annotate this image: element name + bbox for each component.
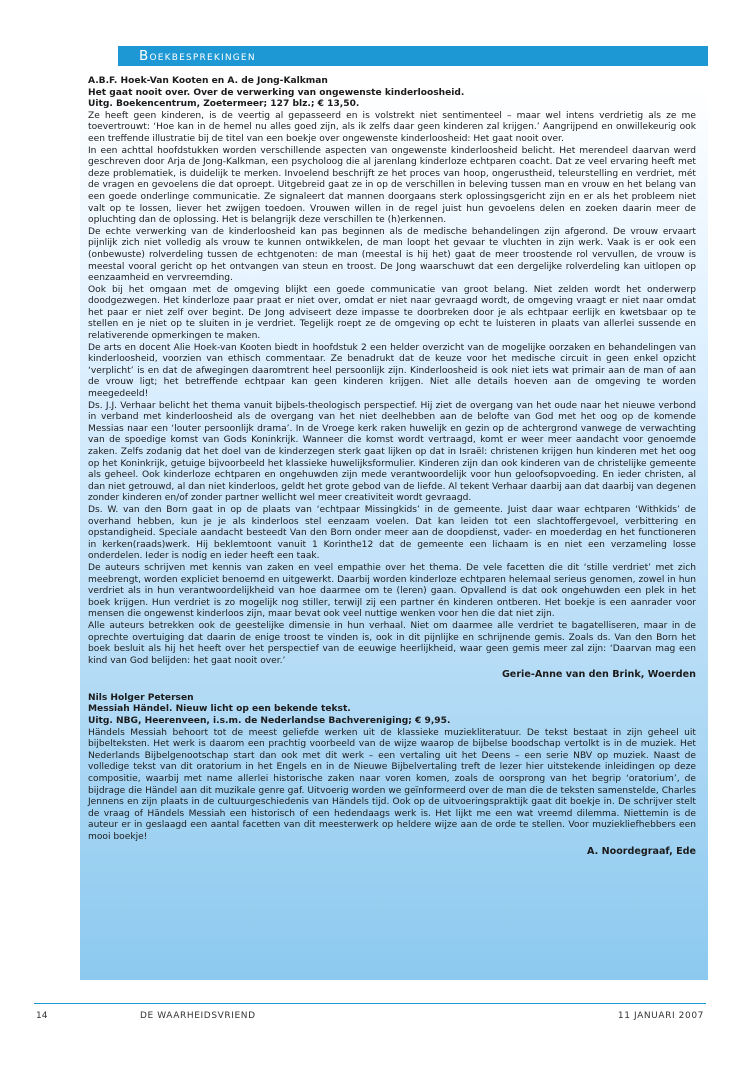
review-1-publisher: Uitg. Boekencentrum, Zoetermeer; 127 blz.; € 13,50. (88, 99, 360, 110)
review-1-authors: A.B.F. Hoek-Van Kooten en A. de Jong-Kalkman (88, 76, 328, 86)
review-1-paragraph: De echte verwerking van de kinderloosheid kan pas beginnen als de medische behandelingen zijn afgerond. De vrouw ervaart pijnlijk zich niet volledig als vrouw te kunnen ontwikkelen, de man loopt het gevaar te vluchten in zijn werk. Vaak is er ook een (onbewuste) rolverdeling tussen de echtgenoten: de man (meestal is hij het) gaat de meer troostende rol vervullen, de vrouw is meestal vooral gericht op het ontvangen van steun en troost. De Jong waarschuwt dat een dergelijke rolverdeling kan uitlopen op eenzaamheid en vervreemding. (88, 226, 696, 284)
footer-page-number: 14 (36, 1011, 48, 1021)
review-1-paragraph: Ds. J.J. Verhaar belicht het thema vanuit bijbels-theologisch perspectief. Hij ziet de overgang van het oude naar het nieuwe verbond in verband met kinderloosheid als de overgang van het niet deelhebben aan de belofte van God met het oog op de komende Messias naar een ‘louter persoonlijk drama’. In de Vroege kerk raken huwelijk en gezin op de achtergrond vanwege de verwachting van de spoedige komst van Gods Koninkrijk. Wanneer die komst wordt vertraagd, komt er weer meer aandacht voor genoemde zaken. Zelfs zodanig dat het doel van de kinderzegen sterk gaat lijken op dat in Israël: christenen krijgen hun kinderen met het oog op het Koninkrijk, getuige bijvoorbeeld het klassieke huwelijksformulier. Kinderen zijn dan ook kinderen van de christelijke gemeente als geheel. Ook kinderloze echtparen en ongehuwden zijn mede verantwoordelijk voor hun geloofsopvoeding. En ieder christen, al dan niet getrouwd, al dan niet kinderloos, geldt het grote gebod van de liefde. Al tekent Verhaar daarbij aan dat daarbij van degenen zonder kinderen en/of zonder partner wellicht wel meer creativiteit wordt gevraagd. (88, 400, 696, 504)
footer-magazine-name: DE WAARHEIDSVRIEND (140, 1011, 256, 1021)
review-1-paragraph: De auteurs schrijven met kennis van zaken en veel empathie over het thema. De vele facetten die dit ‘stille verdriet’ met zich meebrengt, worden expliciet benoemd en uitgewerkt. Daarbij worden kinderloze echtparen helemaal serieus genomen, zowel in hun verdriet als in hun verantwoordelijkheid van hoe daarmee om te (leren) gaan. Opvallend is dat ook ongehuwden een plek in het boek krijgen. Hun verdriet is zo mogelijk nog stiller, terwijl zij een partner én kinderen ontberen. Het boekje is een aanrader voor mensen die ongewenst kinderloos zijn, maar bevat ook veel nuttige wenken voor hen die dat niet zijn. (88, 562, 696, 620)
review-1-body (88, 111, 696, 668)
review-1-paragraph: In een achttal hoofdstukken worden verschillende aspecten van ongewenste kinderloosheid belicht. Het merendeel daarvan werd geschreven door Arja de Jong-Kalkman, een psycholoog die al jarenlang kinderloze echtparen coacht. Dat ze veel ervaring heeft met deze problematiek, is duidelijk te merken. Invoelend beschrijft ze het proces van hoop, ongerustheid, teleurstelling en verdriet, mét de vragen en gevoelens die dat oproept. Uitgebreid gaat ze in op de verschillen in beleving tussen man en vrouw en het belang van een goede onderlinge communicatie. Ze signaleert dat mannen doorgaans sterk oplossingsgericht zijn en er als het probleem niet valt op te lossen, liever het zwijgen toedoen. Vrouwen willen in de regel juist hun gevoelens delen en zoeken daarin meer de opluchting dan de oplossing. Het is belangrijk deze verschillen te (h)erkennen. (88, 145, 696, 226)
review-2-body (88, 728, 696, 844)
review-2-paragraph: Händels Messiah behoort tot de meest geliefde werken uit de klassieke muziekliteratuur. De tekst bestaat in zijn geheel uit bijbelteksten. Het werk is daarom een prachtig voorbeeld van de wijze waarop de bijbelse boodschap vertolkt is in de muziek. Het Nederlands Bijbelgenootschap start dan ook met dit werk – een vertaling uit het Deens – een serie NBV op muziek. Naast de volledige tekst van dit oratorium in het Engels en in de Nieuwe Bijbelvertaling treft de lezer hier uitstekende inleidingen op deze compositie, waarbij met name allerlei historische zaken naar voren komen, zoals de oorsprong van het begrip ‘oratorium’, de bijdrage die Händel aan dit muzikale genre gaf. Uitvoerig worden we geïnformeerd over de man die de teksten samenstelde, Charles Jennens en zijn plaats in de cultuurgeschiedenis van Händels tijd. Ook op de uitvoeringspraktijk gaat dit boekje in. De schrijver stelt de vraag of Händels Messiah een historisch of een hedendaags werk is. Het lijkt me een wat vreemd dilemma. Niettemin is de auteur er in geslaagd een aantal facetten van dit meesterwerk op heldere wijze aan de orde te stellen. Voor muziekliefhebbers een mooi boekje! (88, 727, 696, 842)
footer-rule (34, 1003, 706, 1004)
reviews-column (88, 76, 696, 857)
review-divider-space (88, 681, 696, 693)
review-1-paragraph: Ze heeft geen kinderen, is de veertig al gepasseerd en is volstrekt niet sentimenteel – maar wel intens verdrietig als ze me toevertrouwt: ‘Hoe kan in de hemel nu alles goed zijn, als ik zelfs daar geen kinderen zal krijgen.’ Aangrijpend en onwillekeurig ook een treffende illustratie bij de titel van een boekje over ongewenste kinderloosheid: Het gaat nooit over. (88, 110, 696, 144)
review-1-book-title: Het gaat nooit over. Over de verwerking van ongewenste kinderloosheid. (88, 87, 465, 98)
section-title: Boekbesprekingen (139, 48, 256, 64)
review-1-paragraph: Alle auteurs betrekken ook de geestelijke dimensie in hun verhaal. Niet om daarmee alle verdriet te bagatelliseren, maar in de oprechte overtuiging dat daarin de enige troost te vinden is, ook in dit pijnlijke en schrijnende gemis. Zoals ds. Van den Born het boek besluit als hij het heeft over het perspectief van de eeuwige heerlijkheid, waar geen gemis meer zal zijn: ‘Daarvan mag een kind van God belijden: het gaat nooit over.’ (88, 620, 696, 666)
review-1-reviewer: Gerie-Anne van den Brink, Woerden (501, 669, 696, 681)
review-2-authors: Nils Holger Petersen (88, 692, 194, 703)
review-2-publisher: Uitg. NBG, Heerenveen, i.s.m. de Nederlandse Bachvereniging; € 9,95. (88, 716, 451, 727)
review-1-paragraph: Ds. W. van den Born gaat in op de plaats van ‘echtpaar Missingkids’ in de gemeente. Juist daar waar echtparen ‘Withkids’ de overhand hebben, kun je je als kinderloos stel eenzaam voelen. Dat kan leiden tot een slachtoffergevoel, verbittering en opstandigheid. Speciale aandacht besteedt Van den Born onder meer aan de doopdienst, vader- en moederdag en het functioneren in kerken(raads)werk. Hij beklemtoont vanuit 1 Korinthe12 dat de gemeente een lichaam is en niet een verzameling losse onderdelen. Ieder is nodig en ieder heeft een taak. (88, 504, 696, 562)
review-2 (88, 693, 696, 857)
review-2-reviewer: A. Noordegraaf, Ede (586, 845, 696, 857)
review-1-paragraph: Ook bij het omgaan met de omgeving blijkt een goede communicatie van groot belang. Niet zelden wordt het onderwerp doodgezwegen. Het kinderloze paar praat er niet over, omdat er niet naar gevraagd wordt, de omgeving vraagt er niet naar omdat het paar er niet zelf over begint. De Jong adviseert deze impasse te doorbreken door je als echtpaar eerlijk en kwetsbaar op te stellen en je niet op te sluiten in je verdriet. Tegelijk roept ze de omgeving op echt te luisteren in plaats van allerlei sussende en relativerende opmerkingen te maken. (88, 284, 696, 342)
review-2-book-title: Messiah Händel. Nieuw licht op een bekende tekst. (88, 704, 351, 715)
review-1-paragraph: De arts en docent Alie Hoek-van Kooten biedt in hoofdstuk 2 een helder overzicht van de mogelijke oorzaken en behandelingen van kinderloosheid, voorzien van ethisch commentaar. Ze benadrukt dat de keuze voor het medische circuit in geen enkel opzicht ‘verplicht’ is en dat de afwegingen daaromtrent heel persoonlijk zijn. Kinderloosheid is ook niet iets wat primair aan de man of aan de vrouw ligt; het betreffende echtpaar kan geen kinderen krijgen. Niet alle details hoeven aan de omgeving te worden meegedeeld! (88, 342, 696, 400)
footer-issue-date: 11 JANUARI 2007 (617, 1011, 704, 1021)
review-1 (88, 76, 696, 681)
